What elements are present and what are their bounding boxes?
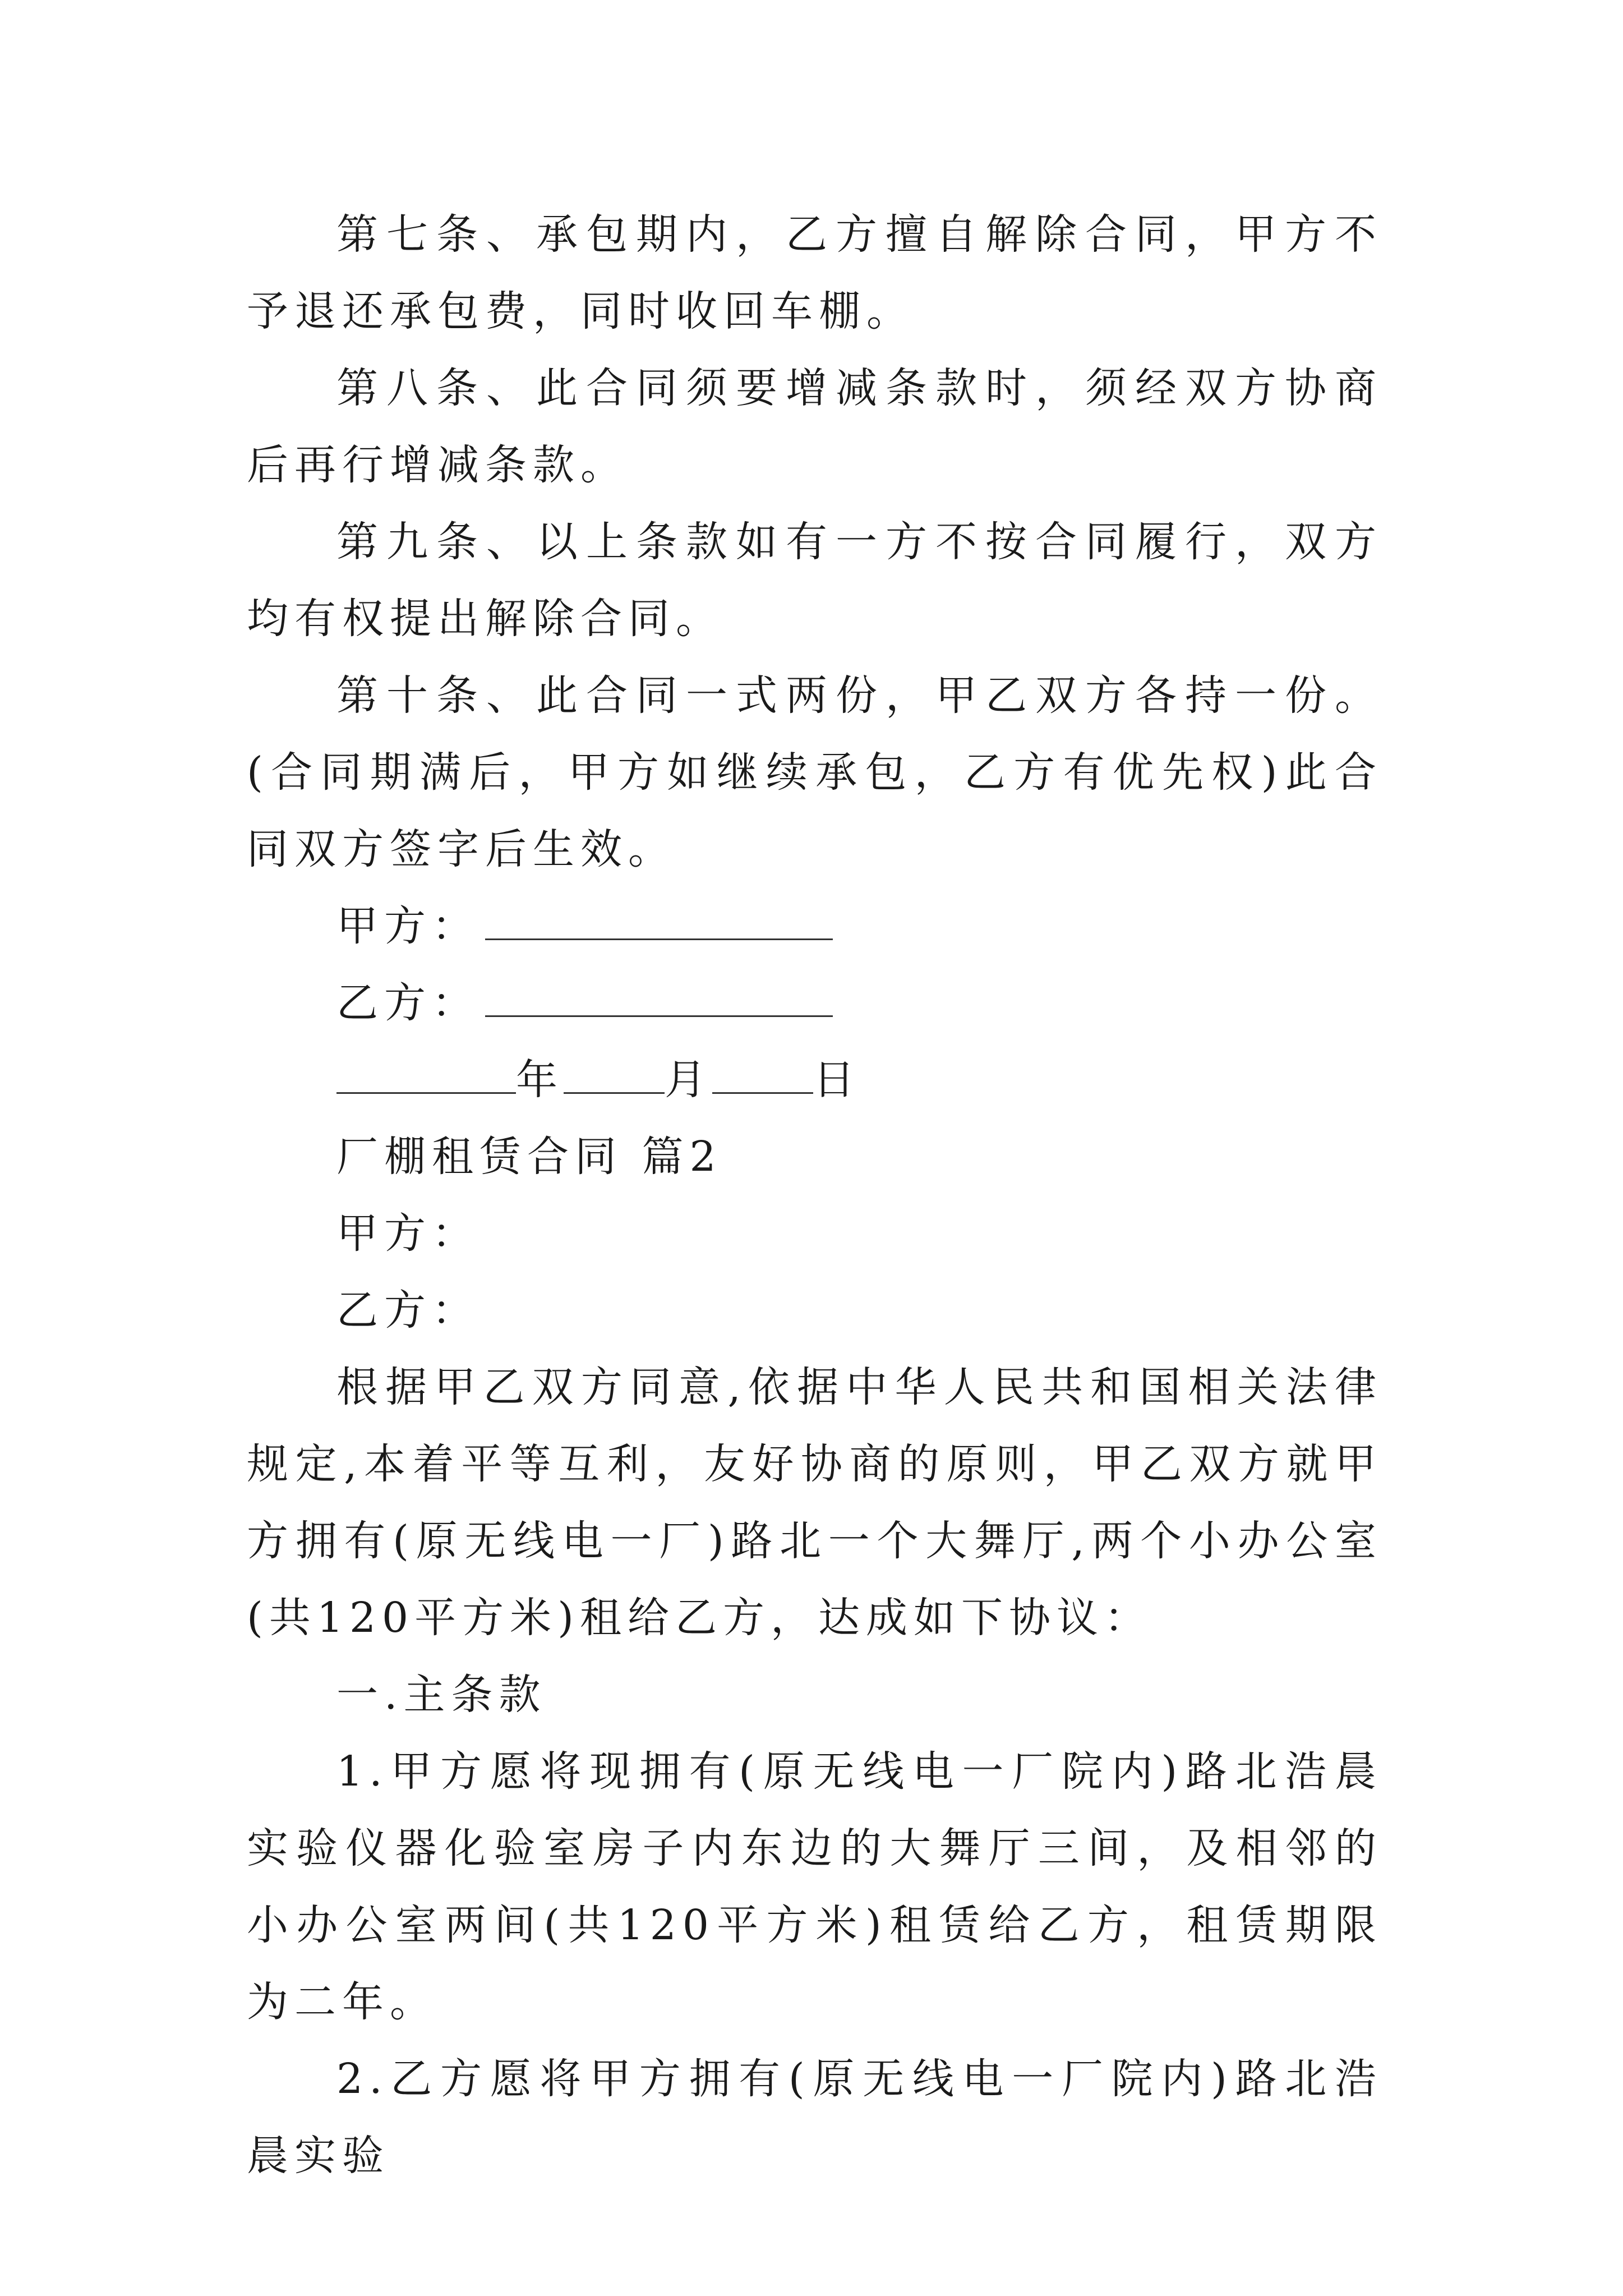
party-b-signature-blank [485,982,833,1017]
main-clause-heading: 一.主条款 [336,1671,547,1719]
clause-10: 第十条、此合同一式两份，甲乙双方各持一份。(合同期满后，甲方如继续承包，乙方有优先权)此合同双方签字后生效。 [247,671,1382,873]
clause-9: 第九条、以上条款如有一方不按合同履行，双方均有权提出解除合同。 [247,518,1382,643]
day-blank [712,1059,813,1094]
section2-intro: 根据甲乙双方同意,依据中华人民共和国相关法律规定,本着平等互利，友好协商的原则，甲乙双方就甲方拥有(原无线电一厂)路北一个大舞厅,两个小办公室(共120平方米)租给乙方，达成如下协议： [247,1363,1382,1642]
party-a-signature-blank [485,905,833,940]
party-a-label: 甲方： [336,902,479,950]
month-label: 月 [665,1056,712,1104]
party-b-signature-line [247,965,1382,1042]
section2-party-a: 甲方： [336,1209,479,1258]
day-label: 日 [813,1056,861,1104]
date-line [247,1042,1382,1119]
document-page [247,196,1382,2194]
year-blank [336,1059,516,1094]
clause-8: 第八条、此合同须要增减条款时，须经双方协商后再行增减条款。 [247,364,1382,489]
section-title: 厂棚租赁合同 篇2 [336,1133,722,1181]
year-label: 年 [516,1056,564,1104]
clause-7: 第七条、承包期内，乙方擅自解除合同，甲方不予退还承包费，同时收回车棚。 [247,210,1382,335]
section2-party-b: 乙方： [336,1286,479,1335]
main-clause-item-1: 1.甲方愿将现拥有(原无线电一厂院内)路北浩晨实验仪器化验室房子内东边的大舞厅三间，及相邻的小办公室两间(共120平方米)租赁给乙方，租赁期限为二年。 [247,1747,1382,2026]
main-clause-item-2: 2.乙方愿将甲方拥有(原无线电一厂院内)路北浩晨实验 [247,2055,1382,2180]
party-a-signature-line [247,888,1382,965]
party-b-label: 乙方： [336,979,479,1027]
month-blank [564,1059,665,1094]
